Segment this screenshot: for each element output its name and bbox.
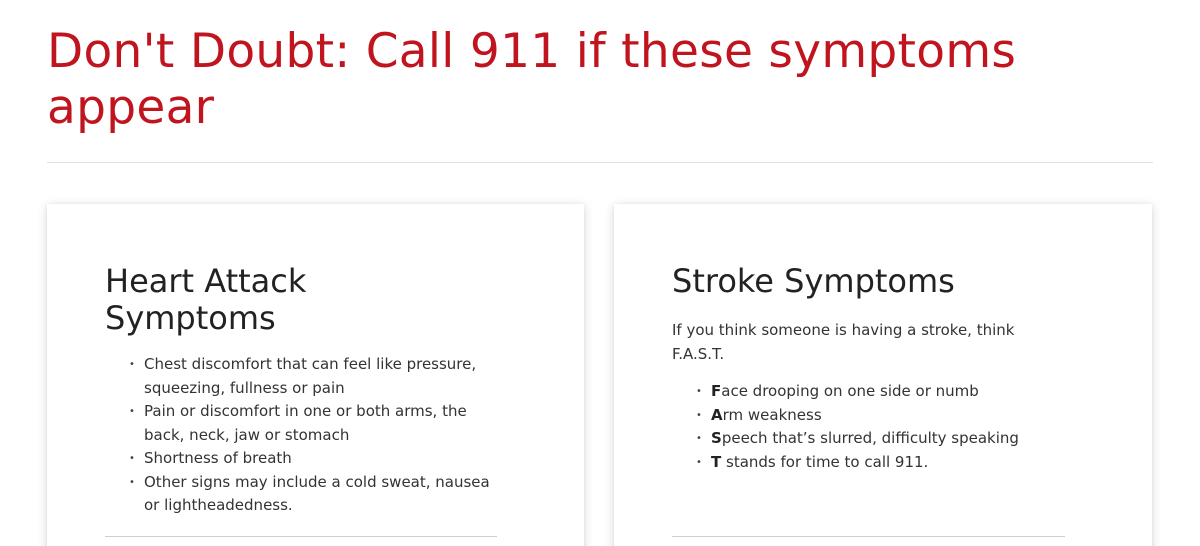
- list-item: [696, 380, 1076, 404]
- list-item: • Pain or discomfort in one or both arms, the back, neck, jaw or stomach: [129, 400, 499, 447]
- card-divider: [105, 536, 497, 537]
- heart-attack-list: [129, 353, 499, 518]
- fast-letter: A: [711, 405, 723, 424]
- list-item: [696, 427, 1076, 451]
- fast-letter: S: [711, 429, 722, 447]
- list-item: • Chest discomfort that can feel like pressure, squeezing, fullness or pain: [129, 353, 499, 400]
- fast-text: ace drooping on one side or numb: [721, 382, 979, 400]
- heart-attack-title: Heart Attack Symptoms: [105, 262, 307, 337]
- list-item: • Other signs may include a cold sweat, nausea or lightheadedness.: [129, 471, 499, 518]
- list-item: • Shortness of breath: [129, 447, 499, 471]
- stroke-card: [614, 204, 1152, 546]
- fast-letter: F: [711, 382, 722, 400]
- card-divider: [672, 536, 1065, 537]
- fast-text: rm weakness: [722, 405, 822, 424]
- heart-attack-card: [47, 204, 584, 546]
- title-divider: [47, 162, 1153, 163]
- page-title: Don't Doubt: Call 911 if these symptoms appear: [47, 24, 1017, 135]
- stroke-title: Stroke Symptoms: [672, 262, 955, 300]
- stroke-list: [696, 380, 1076, 474]
- list-item: [696, 404, 1076, 428]
- list-item: [696, 451, 1076, 475]
- stroke-intro: If you think someone is having a stroke, think F.A.S.T.: [672, 321, 1015, 363]
- fast-text: stands for time to call 911.: [721, 452, 929, 471]
- fast-text: peech that’s slurred, difficulty speaking: [721, 429, 1019, 447]
- fast-letter: T: [711, 452, 722, 471]
